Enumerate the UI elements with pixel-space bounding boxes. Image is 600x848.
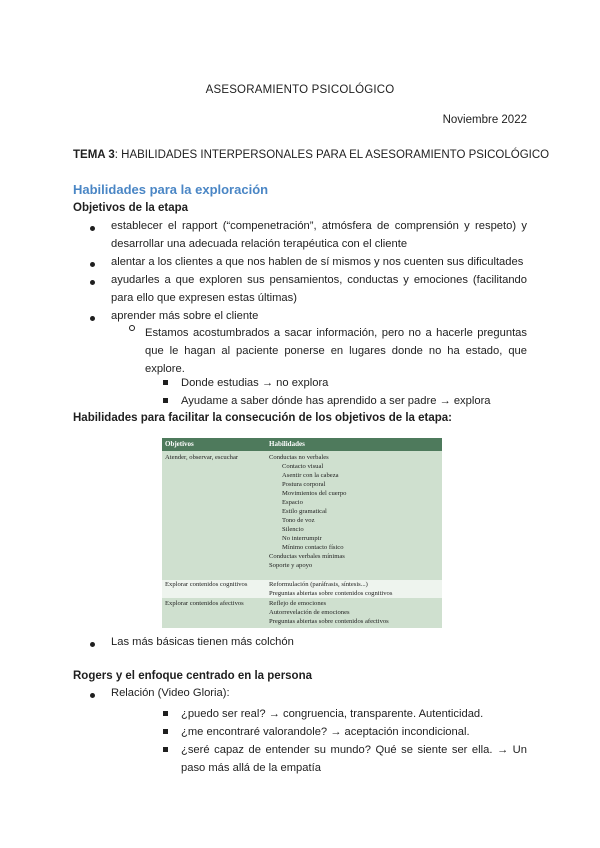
table-cell-skill: Movimientos del cuerpo (282, 490, 347, 497)
bullet-dot (90, 693, 95, 698)
table-cell-skill: Conductas no verbales (269, 454, 329, 461)
table-cell-skill: Asentir con la cabeza (282, 472, 339, 479)
table-cell-skill: No interrumpir (282, 535, 322, 542)
skills-table (162, 438, 442, 628)
table-header (162, 438, 442, 451)
example-explora: Ayudame a saber dónde has aprendido a ser padre → explora (181, 395, 491, 407)
question-real: ¿puedo ser real? → congruencia, transparente. Autenticidad. (181, 708, 484, 720)
objective-3-line2: para ello que expresen estas últimas) (111, 292, 297, 304)
table-row (162, 598, 442, 628)
table-cell-objective: Explorar contenidos afectivos (165, 600, 244, 607)
table-cell-skill: Contacto visual (282, 463, 324, 470)
table-cell-skill: Mínimo contacto físico (282, 544, 344, 551)
document-date: Noviembre 2022 (442, 114, 527, 126)
objective-3-line1: ayudarles a que exploren sus pensamientos, conductas y emociones (facilitando (111, 274, 527, 286)
question-understand-line1: ¿seré capaz de entender su mundo? Qué se siente ser ella. → Un (181, 744, 527, 756)
subheading-objectives: Objetivos de la etapa (73, 202, 189, 214)
table-cell-skill: Preguntas abiertas sobre contenidos cognitivos (269, 590, 393, 597)
objective-1-line2: desarrollar una adecuada relación terapéutica con el cliente (111, 238, 408, 250)
bullet-dot (90, 642, 95, 647)
table-cell-skill: Tono de voz (282, 517, 315, 524)
table-cell-skill: Reflejo de emociones (269, 600, 327, 607)
document-title: ASESORAMIENTO PSICOLÓGICO (205, 84, 395, 96)
table-cell-skill: Preguntas abiertas sobre contenidos afectivos (269, 618, 389, 625)
table-cell-skill: Espacio (282, 499, 303, 506)
sub-bullet-line3: explore. (145, 363, 185, 375)
bullet-dot (90, 316, 95, 321)
bullet-square (163, 747, 168, 752)
section-heading-exploration: Habilidades para la exploración (73, 182, 269, 197)
bullet-square (163, 729, 168, 734)
table-row (162, 580, 442, 598)
table-cell-skill: Postura corporal (282, 481, 326, 488)
table-cell-skill: Estilo gramatical (282, 508, 327, 515)
table-cell-objective: Atender, observar, escuchar (165, 454, 239, 461)
topic-title: : HABILIDADES INTERPERSONALES PARA EL ASESORAMIENTO PSICOLÓGICO (114, 149, 550, 161)
topic-label: TEMA 3 (73, 149, 115, 161)
table-cell-skill: Autorrevelación de emociones (269, 609, 350, 616)
bullet-dot (90, 280, 95, 285)
bullet-square (163, 398, 168, 403)
relation-bullet: Relación (Video Gloria): (111, 687, 230, 699)
table-row (162, 451, 442, 580)
table-cell-objective: Explorar contenidos cognitivos (165, 581, 248, 588)
bullet-circle (129, 325, 135, 331)
example-no-explora: Donde estudias → no explora (181, 377, 329, 389)
table-cell-skill: Soporte y apoyo (269, 562, 313, 569)
objective-1-line1: establecer el rapport (“compenetración”, atmósfera de comprensión y respeto) y (111, 220, 527, 232)
sub-bullet-line1: Estamos acostumbrados a sacar información, pero no a hacerle preguntas (145, 327, 527, 339)
objective-2: alentar a los clientes a que nos hablen de sí mismos y nos cuenten sus dificultades (111, 256, 524, 268)
bullet-dot (90, 262, 95, 267)
column-header-skills: Habilidades (269, 440, 305, 448)
bullet-square (163, 711, 168, 716)
table-cell-skill: Silencio (282, 526, 304, 533)
bullet-dot (90, 226, 95, 231)
table-cell-skill: Reformulación (paráfrasis, síntesis...) (269, 581, 368, 588)
section-heading-rogers: Rogers y el enfoque centrado en la persona (73, 670, 313, 682)
question-valued: ¿me encontraré valorandole? → aceptación incondicional. (181, 726, 470, 738)
objective-4: aprender más sobre el cliente (111, 310, 259, 322)
topic-line (73, 149, 549, 161)
bullet-square (163, 380, 168, 385)
question-understand-line2: paso más allá de la empatía (181, 762, 321, 774)
sub-bullet-line2: que le hagan al paciente ponerse en lugares donde no ha estado, que (145, 345, 527, 357)
column-header-objectives: Objetivos (165, 440, 194, 448)
skills-heading: Habilidades para facilitar la consecución de los objetivos de la etapa: (73, 412, 452, 424)
note-basic-skills: Las más básicas tienen más colchón (111, 636, 294, 648)
table-cell-skill: Conductas verbales mínimas (269, 553, 345, 560)
